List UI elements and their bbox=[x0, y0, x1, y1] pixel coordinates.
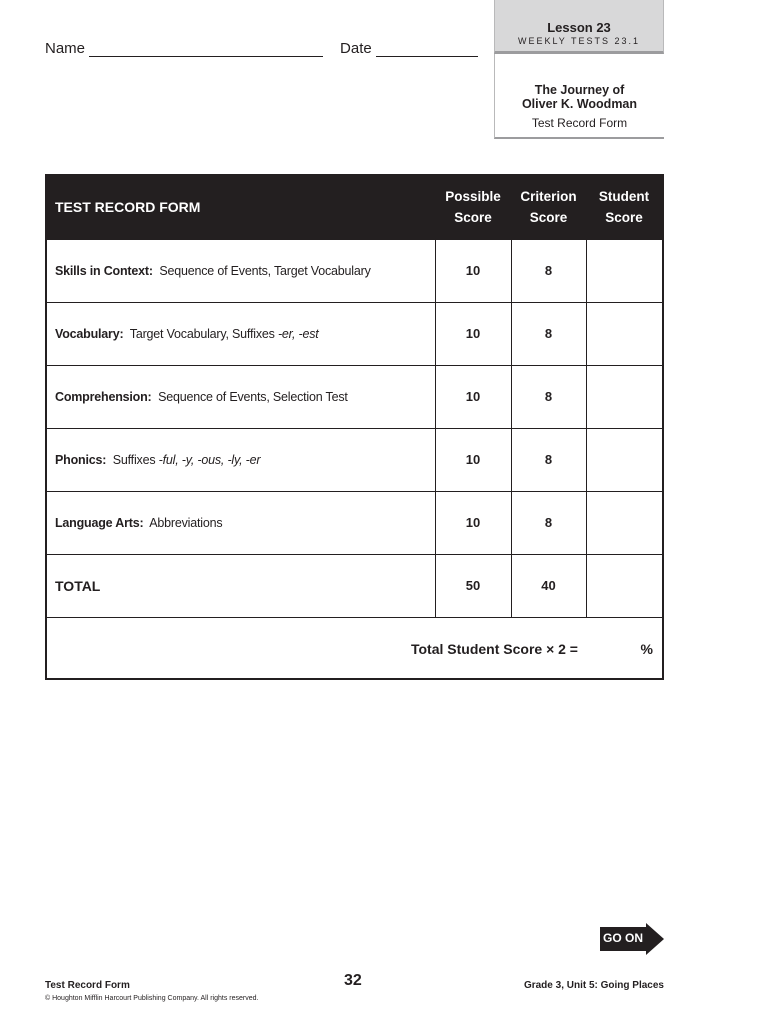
header-possible-score: Possible Score bbox=[435, 175, 511, 239]
test-record-table bbox=[45, 174, 664, 680]
total-student-cell[interactable] bbox=[586, 554, 663, 617]
row-label bbox=[46, 302, 435, 365]
final-score-cell bbox=[46, 617, 663, 679]
copyright: © Houghton Mifflin Harcourt Publishing Company. All rights reserved. bbox=[45, 995, 259, 1002]
story-title-line2: Oliver K. Woodman bbox=[521, 97, 638, 111]
row-category: Language Arts: bbox=[55, 515, 144, 530]
row-desc-italic: -ful, -y, -ous, -ly, -er bbox=[158, 452, 261, 467]
story-title bbox=[495, 83, 664, 111]
row-desc: Sequence of Events, Target Vocabulary bbox=[159, 263, 371, 278]
table-header-row bbox=[46, 175, 663, 239]
lesson-title: Lesson 23 bbox=[547, 20, 611, 35]
criterion-score-cell: 8 bbox=[511, 239, 586, 302]
header-test-record-form: TEST RECORD FORM bbox=[46, 175, 435, 239]
row-category: Comprehension: bbox=[55, 389, 152, 404]
possible-score-cell: 10 bbox=[435, 239, 511, 302]
row-desc: Abbreviations bbox=[149, 515, 223, 530]
header-student-score: Student Score bbox=[586, 175, 663, 239]
student-score-cell[interactable] bbox=[586, 365, 663, 428]
final-score-percent[interactable]: % bbox=[640, 640, 653, 657]
criterion-score-cell: 8 bbox=[511, 428, 586, 491]
row-category: Phonics: bbox=[55, 452, 107, 467]
row-category: Skills in Context: bbox=[55, 263, 153, 278]
total-label: TOTAL bbox=[46, 554, 435, 617]
name-label: Name bbox=[45, 40, 86, 57]
date-field[interactable] bbox=[376, 43, 478, 57]
table-row bbox=[46, 491, 663, 554]
name-date-row bbox=[45, 40, 478, 57]
possible-score-cell: 10 bbox=[435, 365, 511, 428]
total-criterion-cell: 40 bbox=[511, 554, 586, 617]
student-score-cell[interactable] bbox=[586, 239, 663, 302]
final-score-label: Total Student Score × 2 = bbox=[410, 640, 578, 657]
row-category: Vocabulary: bbox=[55, 326, 124, 341]
row-label bbox=[46, 239, 435, 302]
header-criterion-score: Criterion Score bbox=[511, 175, 586, 239]
total-row bbox=[46, 554, 663, 617]
story-box bbox=[494, 54, 664, 139]
row-label bbox=[46, 428, 435, 491]
story-title-line1: The Journey of bbox=[534, 83, 625, 97]
footer-right: Grade 3, Unit 5: Going Places bbox=[523, 980, 664, 991]
criterion-score-cell: 8 bbox=[511, 491, 586, 554]
table-row bbox=[46, 239, 663, 302]
possible-score-cell: 10 bbox=[435, 428, 511, 491]
student-score-cell[interactable] bbox=[586, 428, 663, 491]
go-on-label: GO ON bbox=[603, 931, 644, 945]
lesson-box bbox=[494, 0, 664, 54]
criterion-score-cell: 8 bbox=[511, 302, 586, 365]
row-desc: Target Vocabulary, Suffixes bbox=[129, 326, 278, 341]
criterion-score-cell: 8 bbox=[511, 365, 586, 428]
student-score-cell[interactable] bbox=[586, 302, 663, 365]
lesson-subtitle: WEEKLY TESTS 23.1 bbox=[517, 36, 641, 46]
total-possible-cell: 50 bbox=[435, 554, 511, 617]
student-score-cell[interactable] bbox=[586, 491, 663, 554]
name-field[interactable] bbox=[89, 43, 323, 57]
table-row bbox=[46, 428, 663, 491]
date-label: Date bbox=[340, 40, 372, 57]
row-desc: Sequence of Events, Selection Test bbox=[158, 389, 348, 404]
footer-left: Test Record Form bbox=[45, 980, 130, 991]
page-number: 32 bbox=[344, 972, 362, 989]
final-score-row bbox=[46, 617, 663, 679]
table-row bbox=[46, 302, 663, 365]
possible-score-cell: 10 bbox=[435, 491, 511, 554]
row-label bbox=[46, 491, 435, 554]
row-label bbox=[46, 365, 435, 428]
story-subtitle: Test Record Form bbox=[531, 116, 628, 130]
possible-score-cell: 10 bbox=[435, 302, 511, 365]
table-row bbox=[46, 365, 663, 428]
row-desc: Suffixes bbox=[112, 452, 159, 467]
row-desc-italic: -er, -est bbox=[277, 326, 319, 341]
